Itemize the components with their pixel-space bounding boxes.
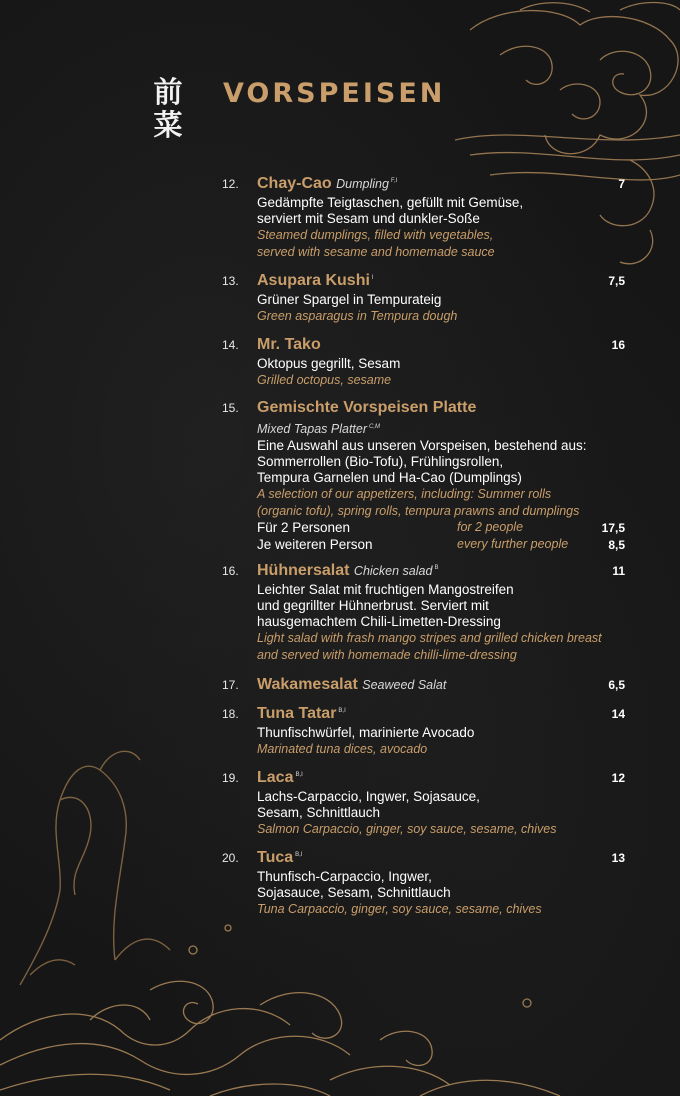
item-subname: Mixed Tapas Platter <box>257 422 368 437</box>
menu-item <box>222 272 625 325</box>
item-desc-en: A selection of our appetizers, including: Summer rolls <box>257 487 552 502</box>
item-desc-en: Salmon Carpaccio, ginger, soy sauce, sesame, chives <box>257 822 557 836</box>
page-title: VORSPEISEN <box>223 78 446 109</box>
wave-ornament <box>0 925 560 1096</box>
menu-item <box>222 336 625 389</box>
item-price: 13 <box>611 851 625 865</box>
item-price: 7,5 <box>608 274 625 288</box>
portion-option <box>257 520 625 537</box>
allergen-codes: C,M <box>369 424 381 430</box>
item-name: Wakamesalat <box>257 676 358 693</box>
item-name: Tuna Tatar <box>257 705 337 722</box>
item-price: 14 <box>611 707 625 721</box>
item-desc-de: Oktopus gegrillt, Sesam <box>257 356 401 371</box>
allergen-codes: B,I <box>295 851 303 858</box>
item-desc-de: und gegrillter Hühnerbrust. Serviert mit <box>257 598 489 613</box>
item-desc-de: Sojasauce, Sesam, Schnittlauch <box>257 885 451 900</box>
item-desc-en: and served with homemade chilli-lime-dressing <box>257 648 517 662</box>
item-desc-en: Light salad with frash mango stripes and grilled chicken breast <box>257 631 602 645</box>
item-subname: Chicken salad <box>353 564 433 578</box>
portion-label-en: for 2 people <box>457 520 524 535</box>
item-price: 12 <box>611 771 625 785</box>
menu-item <box>222 562 625 664</box>
portion-label-de: Für 2 Personen <box>257 520 351 536</box>
item-desc-de: Eine Auswahl aus unseren Vorspeisen, bestehend aus: <box>257 438 587 454</box>
kanji-char: 菜 <box>153 108 183 142</box>
item-desc-de: Thunfisch-Carpaccio, Ingwer, <box>257 869 432 884</box>
item-desc-de: serviert mit Sesam und dunkler-Soße <box>257 211 480 226</box>
item-number: 15. <box>222 401 239 415</box>
item-desc-en: Grilled octopus, sesame <box>257 373 392 387</box>
item-desc-en: Tuna Carpaccio, ginger, soy sauce, sesame, chives <box>257 902 542 916</box>
item-desc-de: Gedämpfte Teigtaschen, gefüllt mit Gemüse, <box>257 195 524 210</box>
allergen-codes: B,I <box>295 771 303 778</box>
portion-label-de: Je weiteren Person <box>257 537 373 553</box>
item-name: Asupara Kushi <box>257 272 370 289</box>
item-number: 16. <box>222 564 239 578</box>
item-desc-en: served with sesame and homemade sauce <box>257 245 495 259</box>
item-desc-de: Leichter Salat mit fruchtigen Mangostreifen <box>257 582 514 597</box>
item-number: 17. <box>222 678 239 692</box>
item-number: 20. <box>222 851 239 865</box>
item-desc-de: Thunfischwürfel, marinierte Avocado <box>257 725 475 740</box>
item-desc-de: Lachs-Carpaccio, Ingwer, Sojasauce, <box>257 789 480 804</box>
item-name: Tuca <box>257 849 294 866</box>
kanji-title <box>150 76 186 142</box>
item-desc-de: hausgemachtem Chili-Limetten-Dressing <box>257 614 501 629</box>
item-desc-de: Sommerrollen (Bio-Tofu), Frühlingsrollen, <box>257 454 504 470</box>
item-price: 6,5 <box>608 678 625 692</box>
item-price: 7 <box>618 177 625 191</box>
mountain-ornament <box>20 751 170 985</box>
item-desc-en: (organic tofu), spring rolls, tempura prawns and dumplings <box>257 504 580 519</box>
menu-item <box>222 705 625 758</box>
item-name: Hühnersalat <box>257 562 350 579</box>
menu-item <box>222 769 625 838</box>
item-desc-de: Grüner Spargel in Tempurateig <box>257 292 442 307</box>
allergen-codes: B,I <box>338 707 346 714</box>
item-desc-de: Tempura Garnelen und Ha-Cao (Dumplings) <box>257 470 522 486</box>
menu-item <box>222 175 625 261</box>
item-number: 18. <box>222 707 239 721</box>
item-number: 14. <box>222 338 239 352</box>
item-desc-en: Green asparagus in Tempura dough <box>257 309 458 323</box>
item-price: 11 <box>612 564 625 578</box>
item-number: 19. <box>222 771 239 785</box>
portion-price: 8,5 <box>608 538 625 553</box>
item-name: Chay-Cao <box>257 175 332 192</box>
menu-item <box>222 399 625 554</box>
item-desc-en: Steamed dumplings, filled with vegetables, <box>257 228 494 242</box>
item-desc-en: Marinated tuna dices, avocado <box>257 742 428 756</box>
item-name: Mr. Tako <box>257 336 321 353</box>
allergen-codes: I <box>371 274 374 281</box>
item-number: 12. <box>222 177 239 191</box>
item-desc-de: Sesam, Schnittlauch <box>257 805 381 820</box>
item-name: Gemischte Vorspeisen Platte <box>257 399 477 416</box>
allergen-codes: B <box>434 564 439 571</box>
menu-item <box>222 676 625 696</box>
kanji-char: 前 <box>153 75 183 109</box>
menu-item <box>222 849 625 918</box>
portion-option <box>257 537 625 554</box>
item-name: Laca <box>257 769 294 786</box>
item-price: 16 <box>611 338 625 352</box>
item-subname: Seaweed Salat <box>362 678 447 692</box>
item-number: 13. <box>222 274 239 288</box>
portion-label-en: every further people <box>457 537 569 552</box>
item-subname: Dumpling <box>336 177 389 191</box>
portion-price: 17,5 <box>601 521 625 536</box>
allergen-codes: F,I <box>390 177 398 184</box>
